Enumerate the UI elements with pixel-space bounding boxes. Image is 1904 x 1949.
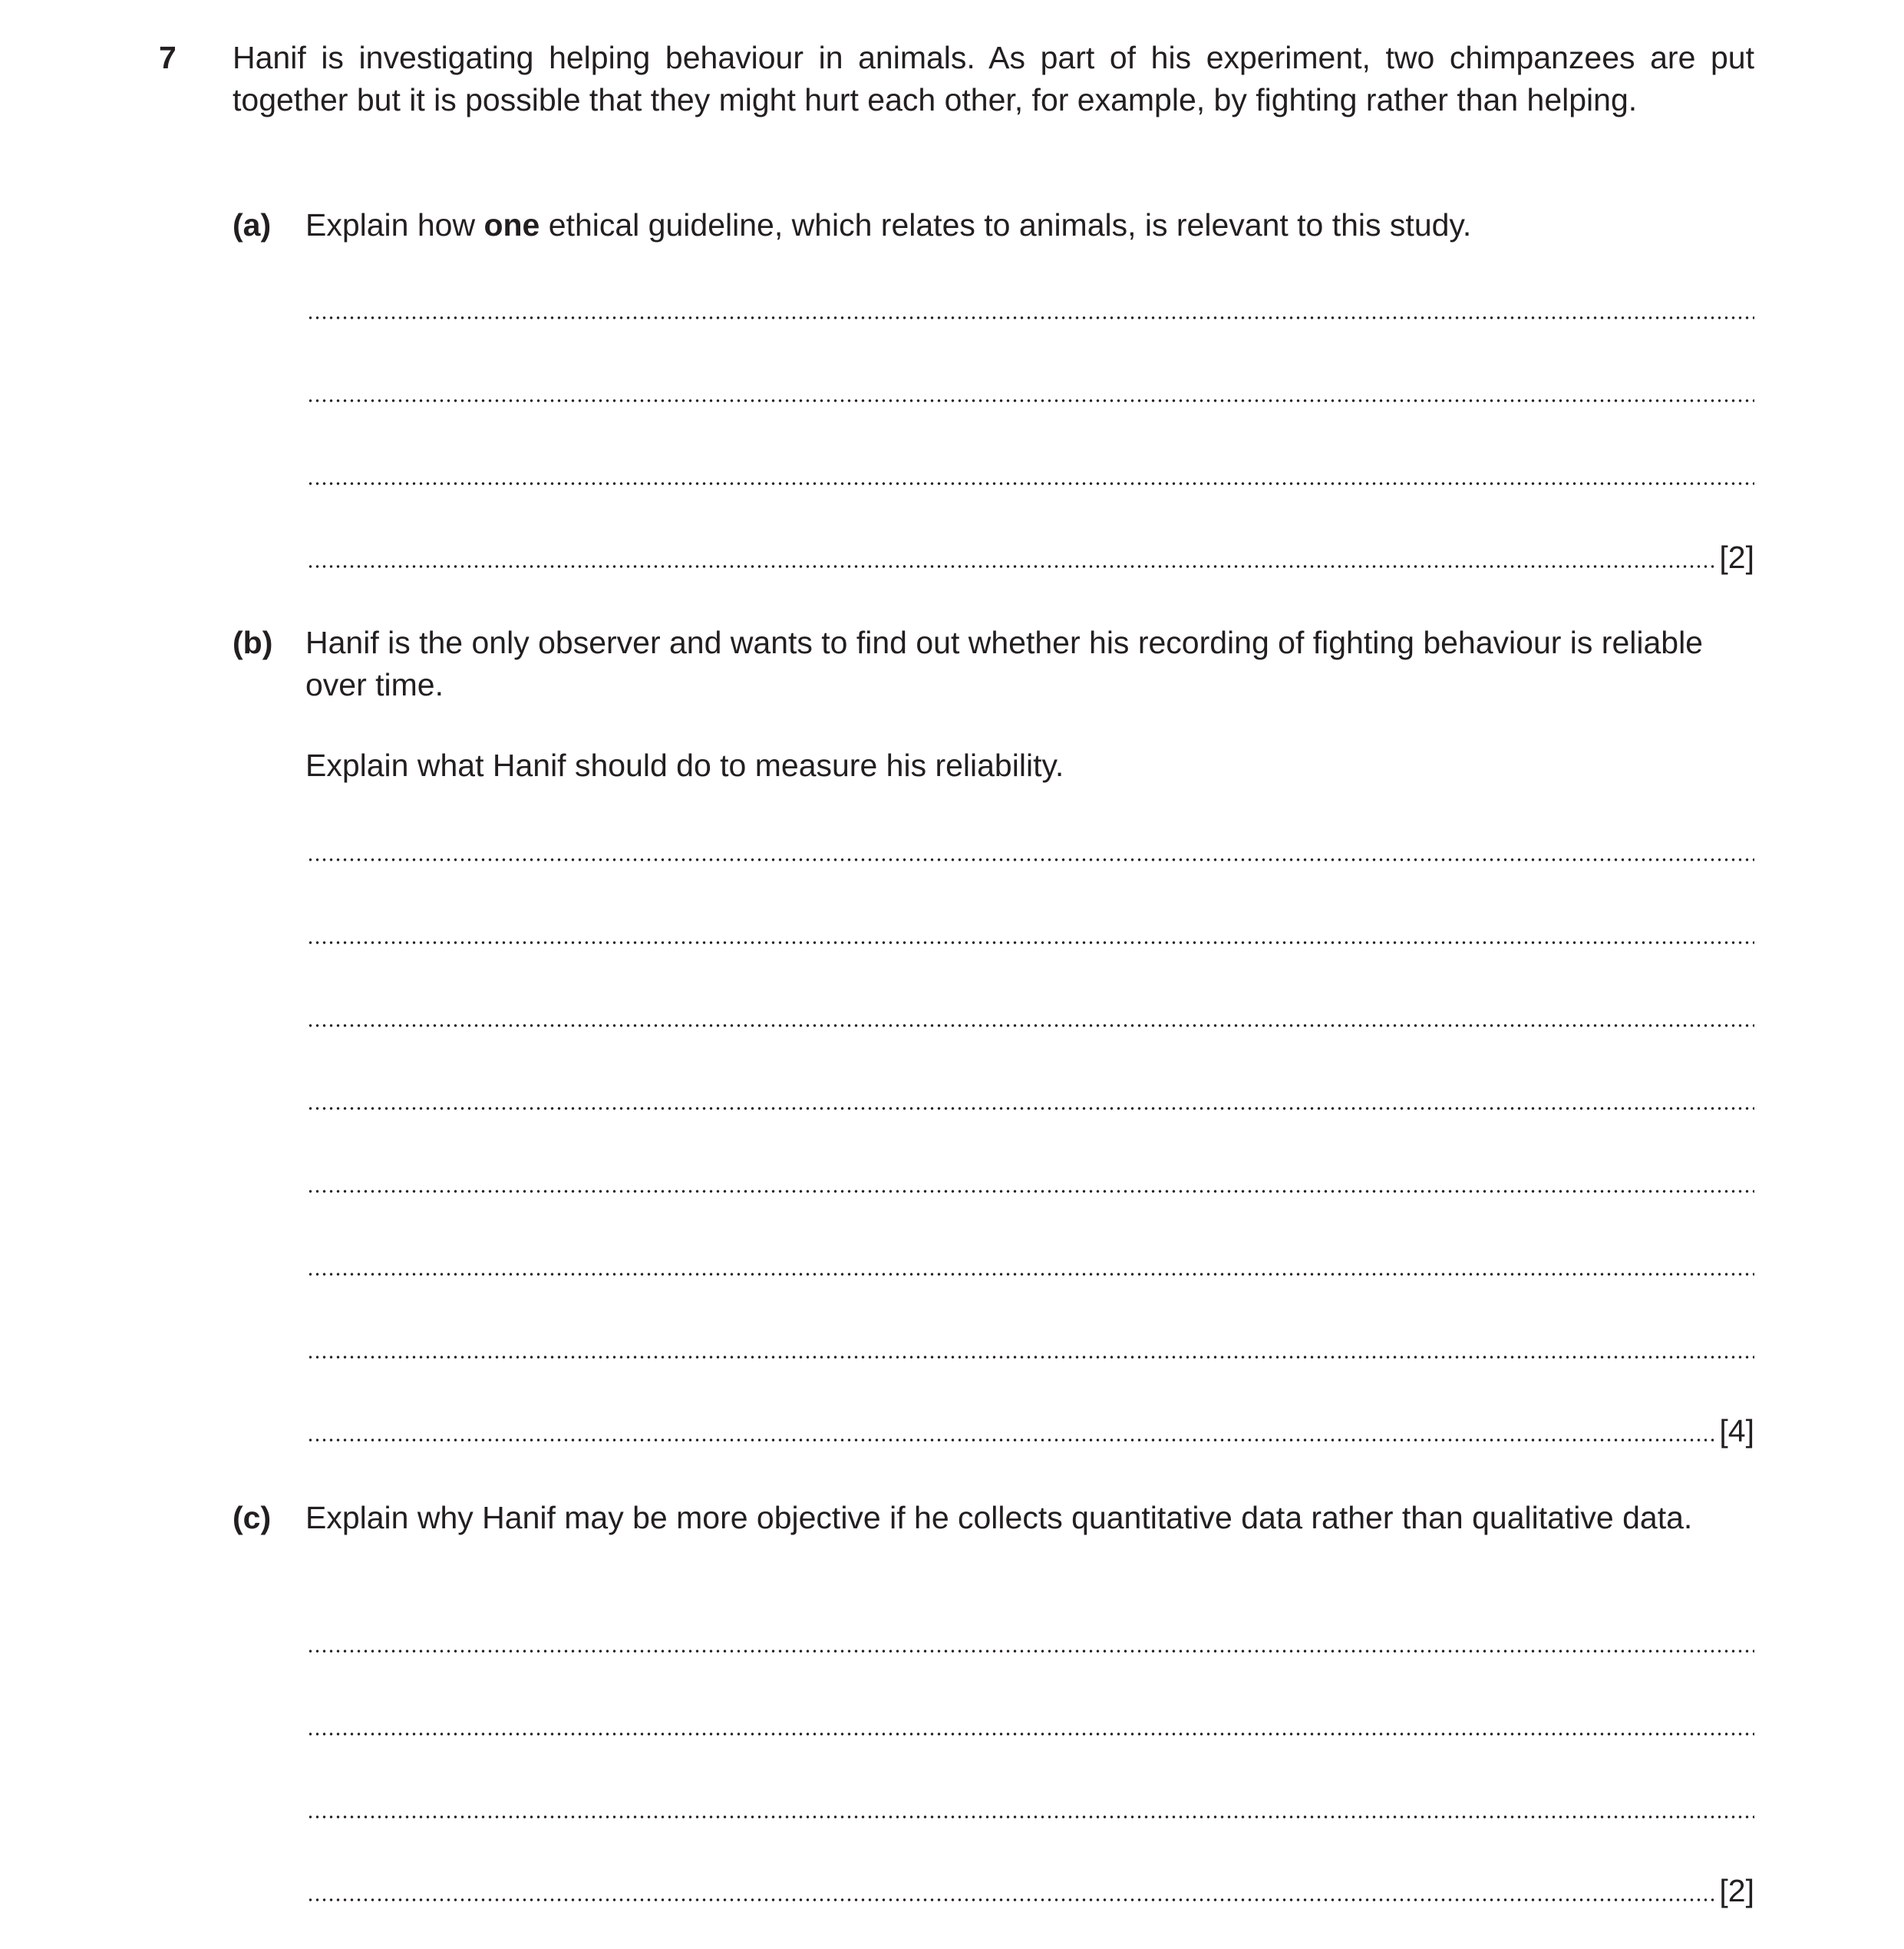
answer-line-c-2[interactable] bbox=[307, 1704, 1754, 1746]
part-b-instruction: Explain what Hanif should do to measure his reliability. bbox=[305, 748, 1064, 783]
answer-line-b-1[interactable] bbox=[307, 830, 1754, 872]
answer-line-b-6[interactable] bbox=[307, 1244, 1754, 1287]
question-stem: Hanif is investigating helping behaviour in animals. As part of his experiment, two chimpanzees are put together but it is possible that they might hurt each other, for example, by fighting rather than helping. bbox=[233, 40, 1754, 117]
answer-line-c-3[interactable] bbox=[307, 1787, 1754, 1829]
part-c-label: (c) bbox=[233, 1500, 272, 1535]
answer-line-a-2[interactable] bbox=[307, 371, 1754, 413]
answer-line-a-3[interactable] bbox=[307, 454, 1754, 496]
part-b-label: (b) bbox=[233, 625, 273, 660]
question-number: 7 bbox=[159, 40, 177, 75]
answer-line-b-2[interactable] bbox=[307, 913, 1754, 955]
part-a-text-end: ethical guideline, which relates to animals, is relevant to this study. bbox=[540, 207, 1472, 243]
answer-line-b-4[interactable] bbox=[307, 1079, 1754, 1121]
part-c-marks: [2] bbox=[1719, 1873, 1754, 1908]
answer-line-a-4[interactable] bbox=[307, 537, 1754, 579]
part-c-text: Explain why Hanif may be more objective if he collects quantitative data rather than qualitative data. bbox=[305, 1500, 1693, 1535]
part-a-text-bold: one bbox=[483, 207, 540, 243]
part-b-marks: [4] bbox=[1719, 1413, 1754, 1449]
answer-line-b-7[interactable] bbox=[307, 1327, 1754, 1369]
answer-line-b-3[interactable] bbox=[307, 996, 1754, 1038]
part-a-text bbox=[305, 204, 1754, 246]
answer-line-c-4[interactable] bbox=[307, 1870, 1754, 1912]
part-a-label: (a) bbox=[233, 207, 272, 243]
part-b-text: Hanif is the only observer and wants to find out whether his recording of fighting behaviour is reliable over time. bbox=[305, 625, 1703, 702]
answer-line-b-5[interactable] bbox=[307, 1161, 1754, 1204]
part-a-marks: [2] bbox=[1719, 540, 1754, 575]
answer-line-b-8[interactable] bbox=[307, 1410, 1754, 1452]
answer-line-c-1[interactable] bbox=[307, 1621, 1754, 1663]
part-a-text-start: Explain how bbox=[305, 207, 484, 243]
answer-line-a-1[interactable] bbox=[307, 288, 1754, 330]
